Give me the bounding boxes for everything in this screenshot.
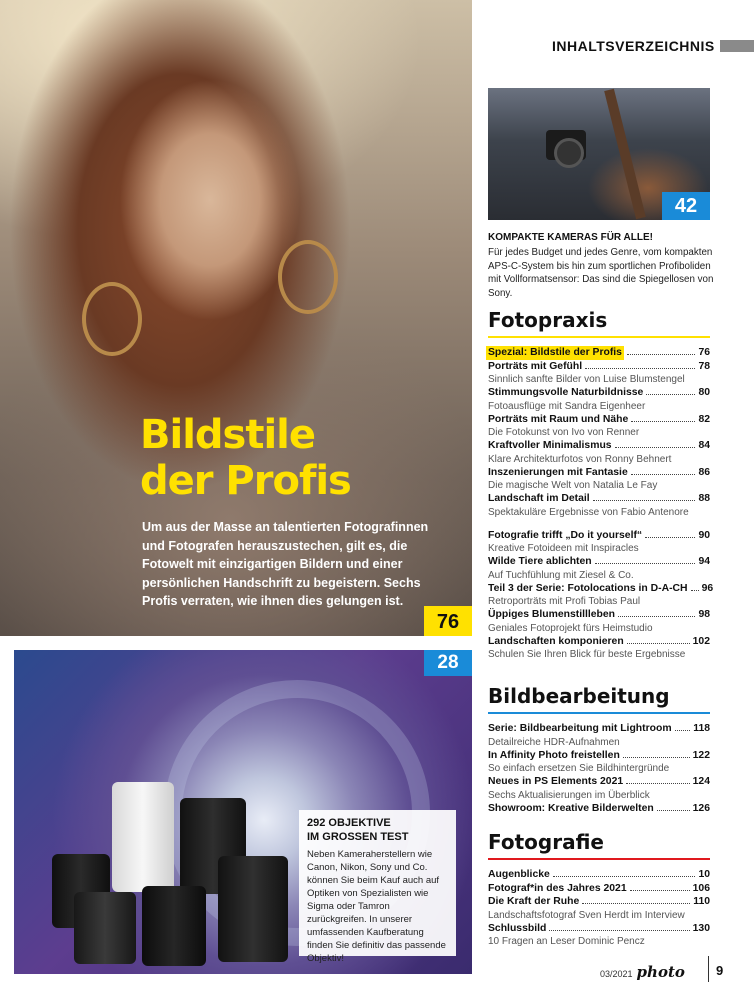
toc-entry-line	[488, 922, 710, 936]
toc-entry-title: Fotograf*in des Jahres 2021	[488, 882, 627, 894]
footer-issue	[600, 963, 685, 981]
toc-entry-page: 122	[692, 749, 710, 761]
toc-leader-dots	[627, 354, 695, 355]
lens-test-description: Neben Kameraherstellern wie Canon, Nikon, Sony und Co. können Sie beim Kauf auch auf Optiken von Spezialisten wie Sigma oder Tamron zurückgreifen. In unserer umfassenden Kaufberatung finden Sie definitiv das passende Objektiv!	[307, 849, 446, 964]
toc-entry[interactable]	[488, 635, 710, 662]
toc-entry-title: Wilde Tiere ablichten	[488, 556, 592, 567]
toc-leader-dots	[585, 368, 695, 369]
camera-strap	[604, 89, 646, 219]
toc-entry-line	[488, 346, 710, 360]
toc-entry-title: Porträts mit Gefühl	[488, 360, 583, 372]
toc-entry[interactable]	[488, 582, 714, 609]
toc-entry-page: 86	[698, 466, 710, 478]
issue-number: 03/2021	[600, 969, 633, 979]
toc-entry-page: 78	[698, 360, 710, 372]
toc-entry-subtitle: So einfach ersetzen Sie Bildhintergründe	[488, 763, 670, 774]
toc-entry-page: 88	[698, 493, 710, 504]
toc-entry-title: In Affinity Photo freistellen	[488, 749, 620, 761]
toc-leader-dots	[582, 903, 690, 904]
toc-entry-subtitle: Schulen Sie Ihren Blick für beste Ergebnisse	[488, 649, 686, 660]
toc-entry-subtitle: Die Fotokunst von Ivo von Renner	[488, 427, 640, 438]
toc-entry-page: 98	[698, 609, 710, 620]
toc-entry-title: Stimmungsvolle Naturbildnisse	[488, 387, 644, 398]
toc-section-rule	[488, 336, 710, 338]
toc-entry-page: 118	[693, 723, 710, 734]
toc-entry-title: Augenblicke	[488, 869, 550, 880]
toc-entry[interactable]	[488, 868, 710, 882]
cover-story-lead: Um aus der Masse an talentierten Fotografinnen und Fotografen herauszustechen, gilt es, die Fotowelt mit einzigartigen Bildern und einer persönlichen Handschrift zu begeistern. Sechs Profis verraten, wie ihnen dies gelungen ist.	[142, 520, 429, 608]
toc-entry-subtitle: Sinnlich sanfte Bilder von Luise Blumstengel	[488, 374, 685, 385]
nikkor-lens	[142, 886, 206, 966]
toc-section-rule	[488, 858, 710, 860]
toc-entry-title: Teil 3 der Serie: Fotolocations in D-A-CH	[488, 582, 688, 594]
cover-story-title: Bildstile der Profis	[140, 412, 351, 504]
toc-entry[interactable]	[488, 360, 710, 387]
toc-entry-title: Schlussbild	[488, 922, 547, 934]
cover-story-page-badge[interactable]: 76	[424, 606, 472, 636]
toc-entry-line	[488, 882, 710, 896]
toc-leader-dots	[553, 876, 696, 877]
toc-entry-subtitle: 10 Fragen an Leser Dominic Pencz	[488, 936, 645, 947]
toc-entry-page: 102	[692, 635, 710, 647]
toc-entry[interactable]	[488, 608, 710, 635]
toc-leader-dots	[631, 474, 696, 475]
toc-entry-page: 82	[698, 413, 710, 425]
toc-entry-line	[488, 492, 710, 506]
toc-leader-dots	[626, 783, 690, 784]
toc-entry[interactable]	[488, 882, 710, 896]
toc-entry-line	[488, 529, 710, 543]
camera-lens	[554, 138, 584, 168]
tamron-lens	[218, 856, 288, 962]
toc-entry-title: Neues in PS Elements 2021	[488, 776, 624, 787]
toc-entry-page: 80	[698, 387, 710, 398]
toc-entry-page: 130	[692, 922, 710, 934]
toc-entry-page: 124	[692, 776, 710, 787]
camera-feature-description: Für jedes Budget und jedes Genre, vom kompakten APS-C-System bis hin zum sportlichen Profiboliden mit Vollformatsensor: Das sind die Spiegellosen von Sony.	[488, 247, 714, 299]
toc-entry-subtitle: Fotoausflüge mit Sandra Eigenheer	[488, 400, 646, 412]
toc-entry-line	[488, 608, 710, 622]
toc-entry-line	[488, 386, 710, 400]
toc-entry[interactable]	[488, 346, 710, 360]
toc-leader-dots	[618, 616, 695, 617]
toc-entry-line	[488, 749, 710, 763]
toc-section-rule	[488, 712, 710, 714]
toc-entry-subtitle: Kreative Fotoideen mit Inspiracles	[488, 543, 639, 554]
lens-test-title: 292 OBJEKTIVE IM GROSSEN TEST	[307, 817, 409, 843]
toc-entry-page: 10	[698, 869, 710, 880]
toc-entry-line	[488, 802, 710, 816]
toc-leader-dots	[549, 930, 689, 931]
toc-entry[interactable]	[488, 895, 710, 922]
toc-entry-page: 94	[698, 556, 710, 567]
toc-entry[interactable]	[488, 439, 710, 466]
toc-entry-line	[488, 439, 710, 453]
toc-entry-title: Kraftvoller Minimalismus	[488, 440, 612, 451]
magazine-logo: photo	[636, 963, 685, 981]
toc-section	[488, 830, 710, 948]
toc-entry-page: 126	[692, 802, 710, 814]
header-accent-bar	[720, 40, 754, 52]
toc-entry-title: Serie: Bildbearbeitung mit Lightroom	[488, 723, 672, 734]
white-telephoto-lens	[112, 782, 174, 892]
toc-entry-title: Inszenierungen mit Fantasie	[488, 466, 628, 478]
camera-feature-photo	[488, 88, 710, 220]
toc-entry-title: Landschaft im Detail	[488, 493, 590, 504]
toc-entry-line	[488, 413, 710, 427]
toc-entry-title: Fotografie trifft „Do it yourself“	[488, 529, 643, 541]
toc-entry[interactable]	[488, 749, 710, 776]
toc-entry-subtitle: Sechs Aktualisierungen im Überblick	[488, 789, 650, 801]
toc-entry-title: Landschaften komponieren	[488, 635, 624, 647]
toc-entry-title: Die Kraft der Ruhe	[488, 896, 580, 907]
toc-entry-line	[488, 868, 710, 882]
toc-entry-line	[488, 895, 710, 909]
toc-entry-line	[488, 722, 710, 736]
toc-entry-title: Üppiges Blumenstillleben	[488, 609, 616, 620]
earring-left	[82, 282, 142, 356]
toc-entry-line	[488, 555, 710, 569]
toc-entry-page: 90	[698, 529, 710, 541]
toc-entry-subtitle: Spektakuläre Ergebnisse von Fabio Antenore	[488, 506, 689, 518]
toc-entry[interactable]	[488, 802, 710, 816]
toc-entry-page: 76	[698, 347, 710, 358]
toc-entry[interactable]	[488, 922, 710, 949]
toc-entry-page: 106	[692, 882, 710, 894]
toc-leader-dots	[623, 757, 690, 758]
toc-group-gap	[488, 519, 710, 529]
toc-entry[interactable]	[488, 555, 710, 582]
footer-divider	[708, 956, 709, 982]
toc-entry-line	[488, 635, 710, 649]
lens-test-page-badge[interactable]: 28	[424, 650, 472, 676]
toc-section	[488, 308, 714, 661]
toc-leader-dots	[595, 563, 696, 564]
cover-story-photo	[0, 0, 472, 636]
toc-entry-title: Spezial: Bildstile der Profis	[488, 347, 622, 358]
toc-entry[interactable]	[488, 529, 710, 556]
toc-leader-dots	[630, 890, 690, 891]
toc-leader-dots	[615, 447, 696, 448]
earring-right	[278, 240, 338, 314]
toc-entry-line	[488, 775, 710, 789]
toc-entry[interactable]	[488, 413, 710, 440]
toc-leader-dots	[645, 537, 695, 538]
lens-test-infobox	[299, 810, 456, 964]
toc-entry-subtitle: Die magische Welt von Natalia Le Fay	[488, 480, 658, 491]
toc-section	[488, 684, 710, 815]
toc-entry-title: Showroom: Kreative Bilderwelten	[488, 802, 654, 814]
toc-section-label: INHALTSVERZEICHNIS	[552, 38, 715, 54]
toc-entry[interactable]	[488, 775, 710, 802]
toc-entry-title: Porträts mit Raum und Nähe	[488, 413, 629, 425]
toc-entry[interactable]	[488, 386, 710, 413]
toc-entry-subtitle: Detailreiche HDR-Aufnahmen	[488, 736, 620, 748]
toc-entry-subtitle: Klare Architekturfotos von Ronny Behnert	[488, 453, 672, 465]
toc-leader-dots	[646, 394, 695, 395]
toc-section-title: Bildbearbeitung	[488, 684, 670, 708]
toc-entry[interactable]	[488, 722, 710, 749]
camera-feature-title: KOMPAKTE KAMERAS FÜR ALLE!	[488, 232, 653, 243]
toc-section-title: Fotopraxis	[488, 308, 608, 332]
toc-entry-page: 110	[693, 896, 710, 907]
toc-entry-page: 96	[701, 582, 714, 594]
toc-leader-dots	[675, 730, 691, 731]
toc-entry-subtitle: Geniales Fotoprojekt fürs Heimstudio	[488, 622, 653, 634]
toc-entry-subtitle: Auf Tuchfühlung mit Ziesel & Co.	[488, 569, 634, 581]
toc-entry-line	[488, 582, 714, 596]
toc-leader-dots	[627, 643, 690, 644]
toc-section-title: Fotografie	[488, 830, 604, 854]
toc-entry-line	[488, 466, 710, 480]
camera-feature-page-badge[interactable]: 42	[662, 192, 710, 220]
toc-entry-subtitle: Retroporträts mit Profi Tobias Paul	[488, 596, 641, 607]
lens-test-feature	[14, 650, 472, 974]
toc-leader-dots	[631, 421, 695, 422]
page-number: 9	[716, 963, 724, 978]
toc-entry[interactable]	[488, 466, 710, 493]
toc-entry-line	[488, 360, 710, 374]
toc-entry[interactable]	[488, 492, 710, 519]
toc-leader-dots	[593, 500, 696, 501]
toc-leader-dots	[691, 590, 699, 591]
toc-leader-dots	[657, 810, 690, 811]
toc-entry-page: 84	[698, 440, 710, 451]
fujinon-lens	[74, 892, 136, 964]
toc-entry-subtitle: Landschaftsfotograf Sven Herdt im Interview	[488, 909, 685, 921]
